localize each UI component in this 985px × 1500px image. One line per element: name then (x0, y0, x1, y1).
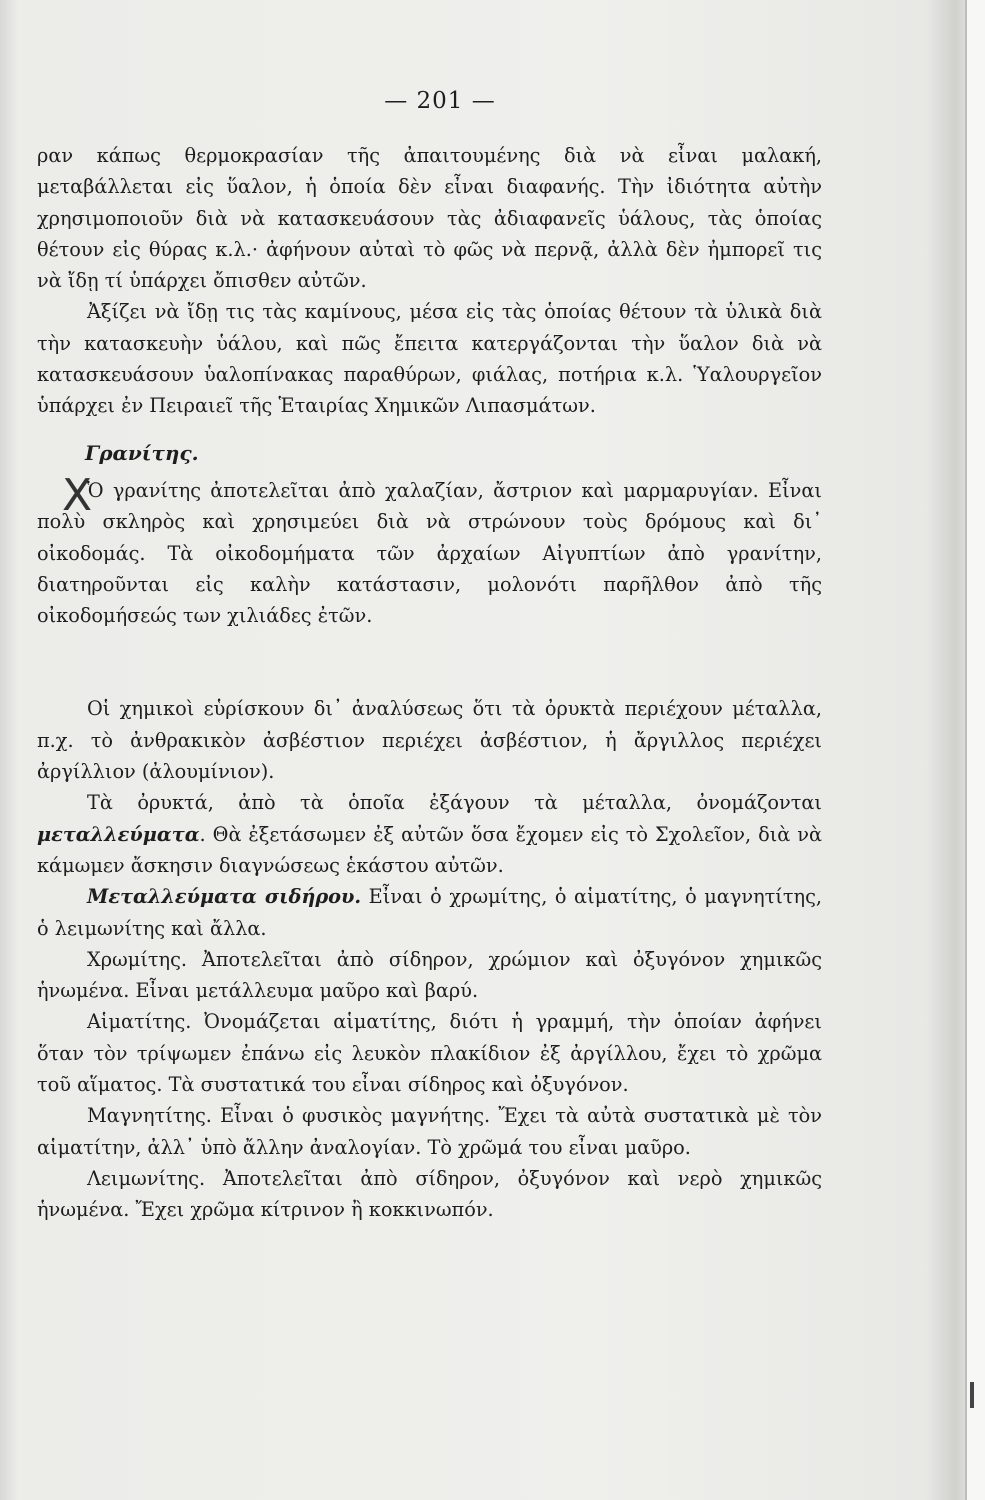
margin-dot (970, 1382, 974, 1408)
paragraph-ores (37, 787, 822, 881)
page-text (37, 140, 822, 1226)
paragraph-chemists: Οἱ χημικοὶ εὑρίσκουν δι᾽ ἀναλύσεως ὅτι τὰ ὀρυκτὰ περιέχουν μέταλλα, π.χ. τὸ ἀνθρακικὸν ἀσβέστιον περιέχει ἀσβέστιον, ἡ ἄργιλλος περιέχει ἀργίλλιον (ἀλουμίνιον). (37, 697, 822, 784)
section-gap (37, 631, 822, 693)
section-heading-granite: Γρανίτης. (85, 440, 199, 465)
margin-mark: X (62, 470, 93, 521)
iron-ores-text: Εἶναι ὁ χρωμίτης, ὁ αἱματίτης, ὁ μαγνητίτης, ὁ λειμωνίτης καὶ ἄλλα. (37, 885, 823, 940)
paragraph-limonite: Λειμωνίτης. Ἀποτελεῖται ἀπὸ σίδηρον, ὀξυγόνον καὶ νερὸ χημικῶς ἡνωμένα. Ἔχει χρῶμα κίτρινον ἢ κοκκινωπόν. (37, 1166, 822, 1222)
paragraph-magnetite: Μαγνητίτης. Εἶναι ὁ φυσικὸς μαγνήτης. Ἔχει τὰ αὐτὰ συστατικὰ μὲ τὸν αἱματίτην, ἀλλ᾽ ὑπὸ ἄλλην ἀναλογίαν. Τὸ χρῶμά του εἶναι μαῦρο. (37, 1104, 822, 1159)
term-iron-ores: Μεταλλεύματα σιδήρου. (87, 885, 362, 909)
paragraph-glass-furnaces: Ἀξίζει νὰ ἴδῃ τις τὰς καμίνους, μέσα εἰς τὰς ὁποίας θέτουν τὰ ὑλικὰ διὰ τὴν κατασκευὴν ὑάλου, καὶ πῶς ἔπειτα κατεργάζονται τὴν ὕαλον διὰ νὰ κατασκευάσουν ὑαλοπίνακας παραθύρων, φιάλας, ποτήρια κ.λ. Ὑαλουργεῖον ὑπάρχει ἐν Πειραιεῖ τῆς Ἑταιρίας Χημικῶν Λιπασμάτων. (37, 300, 822, 418)
page-number: — 201 — (384, 88, 496, 114)
ores-text-end: . Θὰ ἐξετάσωμεν ἐξ αὐτῶν ὅσα ἔχομεν εἰς τὸ Σχολεῖον, διὰ νὰ κάμωμεν ἄσκησιν διαγνώσεως ἑκάστου αὐτῶν. (37, 822, 822, 877)
term-ores: μεταλλεύματα (37, 822, 200, 846)
paragraph-iron-ores (37, 881, 822, 944)
paragraph-hematite: Αἱματίτης. Ὀνομάζεται αἱματίτης, διότι ἡ γραμμή, τὴν ὁποίαν ἀφήνει ὅταν τὸν τρίψωμεν ἐπάνω εἰς λευκὸν πλακίδιον ἐξ ἀργίλλου, ἔχει τὸ χρῶμα τοῦ αἵματος. Τὰ συστατικά του εἶναι σίδηρος καὶ ὀξυγόνον. (37, 1010, 822, 1097)
ores-text-start: Τὰ ὀρυκτά, ἀπὸ τὰ ὁποῖα ἐξάγουν τὰ μέταλλα, ὀνομάζονται (87, 791, 822, 815)
page-edge (965, 0, 985, 1500)
paragraph-glass-end: ραν κάπως θερμοκρασίαν τῆς ἀπαιτουμένης διὰ νὰ εἶναι μαλακή, μεταβάλλεται εἰς ὕαλον, ἡ ὁποία δὲν εἶναι διαφανής. Τὴν ἰδιότητα αὐτὴν χρησιμοποιοῦν διὰ νὰ κατασκευάσουν τὰς ἀδιαφανεῖς ὑάλους, τὰς ὁποίας θέτουν εἰς θύρας κ.λ.· ἀφήνουν αὐταὶ τὸ φῶς νὰ περνᾷ, ἀλλὰ δὲν ἠμπορεῖ τις νὰ ἴδῃ τί ὑπάρχει ὄπισθεν αὐτῶν. (37, 144, 822, 293)
paragraph-chromite: Χρωμίτης. Ἀποτελεῖται ἀπὸ σίδηρον, χρώμιον καὶ ὀξυγόνον χημικῶς ἡνωμένα. Εἶναι μετάλλευμα μαῦρο καὶ βαρύ. (37, 947, 822, 1003)
paragraph-granite: Ὁ γρανίτης ἀποτελεῖται ἀπὸ χαλαζίαν, ἄστριον καὶ μαρμαρυγίαν. Εἶναι πολὺ σκληρὸς καὶ χρησιμεύει διὰ νὰ στρώνουν τοὺς δρόμους καὶ δι᾽ οἰκοδομάς. Τὰ οἰκοδομήματα τῶν ἀρχαίων Αἰγυπτίων ἀπὸ γρανίτην, διατηροῦνται εἰς καλὴν κατάστασιν, μολονότι παρῆλθον ἀπὸ τῆς οἰκοδομήσεώς των χιλιάδες ἐτῶν. (37, 478, 822, 628)
